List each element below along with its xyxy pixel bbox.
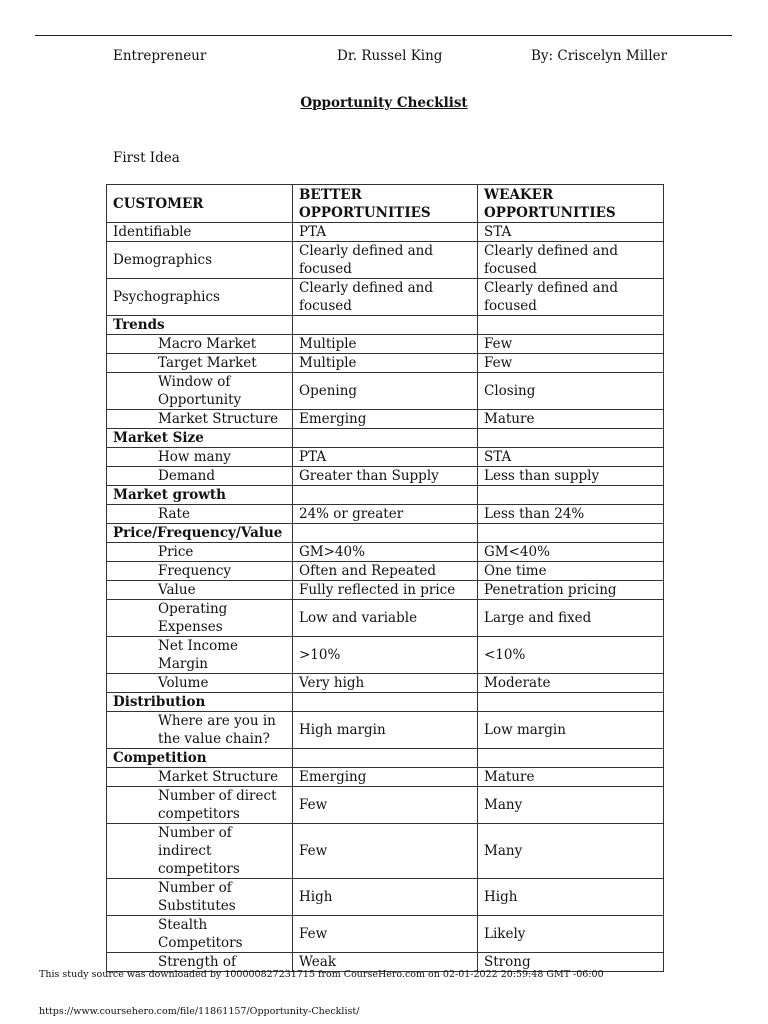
table-row (107, 581, 664, 600)
row-label: Frequency (107, 562, 293, 581)
table-row (107, 467, 664, 486)
table-row (107, 242, 664, 279)
weaker-cell: Moderate (478, 674, 664, 693)
row-label: Number of Substitutes (107, 879, 293, 916)
row-label: Demand (107, 467, 293, 486)
table-row (107, 712, 664, 749)
header-cell-better: BETTER OPPORTUNITIES (293, 185, 478, 223)
row-label: Psychographics (107, 279, 293, 316)
header-instructor: Dr. Russel King (337, 48, 443, 64)
better-cell: 24% or greater (293, 505, 478, 524)
idea-label: First Idea (113, 150, 180, 166)
document-title: Opportunity Checklist (300, 95, 468, 111)
better-cell: GM>40% (293, 543, 478, 562)
weaker-cell: Clearly defined and focused (478, 279, 664, 316)
weaker-cell: Many (478, 824, 664, 879)
section-label: Competition (107, 749, 293, 768)
better-cell: Greater than Supply (293, 467, 478, 486)
better-cell: Weak (293, 953, 478, 972)
row-label: Rate (107, 505, 293, 524)
weaker-cell: Mature (478, 410, 664, 429)
better-cell: PTA (293, 223, 478, 242)
row-label: Number of direct competitors (107, 787, 293, 824)
better-cell: Very high (293, 674, 478, 693)
table-row (107, 879, 664, 916)
header-author: By: Criscelyn Miller (531, 48, 668, 64)
weaker-cell (478, 316, 664, 335)
header-rule (35, 35, 732, 36)
table-row (107, 543, 664, 562)
weaker-cell (478, 429, 664, 448)
section-label: Distribution (107, 693, 293, 712)
table-row (107, 674, 664, 693)
section-row (107, 429, 664, 448)
header-cell-weaker: WEAKER OPPORTUNITIES (478, 185, 664, 223)
row-label: Volume (107, 674, 293, 693)
weaker-cell: Less than 24% (478, 505, 664, 524)
table-row (107, 448, 664, 467)
better-cell (293, 749, 478, 768)
section-row (107, 693, 664, 712)
row-label: Stealth Competitors (107, 916, 293, 953)
better-cell (293, 486, 478, 505)
row-label: Market Structure (107, 410, 293, 429)
table-row (107, 354, 664, 373)
row-label: Market Structure (107, 768, 293, 787)
better-cell: PTA (293, 448, 478, 467)
better-cell: Clearly defined and focused (293, 242, 478, 279)
better-cell: Opening (293, 373, 478, 410)
source-url: https://www.coursehero.com/file/11861157/Opportunity-Checklist/ (39, 1006, 360, 1017)
weaker-cell: STA (478, 223, 664, 242)
section-label: Market Size (107, 429, 293, 448)
section-row (107, 749, 664, 768)
header-cell-customer: CUSTOMER (107, 185, 293, 223)
weaker-cell: Many (478, 787, 664, 824)
weaker-cell: GM<40% (478, 543, 664, 562)
weaker-cell (478, 749, 664, 768)
section-row (107, 316, 664, 335)
weaker-cell (478, 524, 664, 543)
better-cell: High margin (293, 712, 478, 749)
weaker-cell: Mature (478, 768, 664, 787)
row-label: Strength of (107, 953, 293, 972)
better-cell: >10% (293, 637, 478, 674)
row-label: Identifiable (107, 223, 293, 242)
weaker-cell: Large and fixed (478, 600, 664, 637)
table-row (107, 824, 664, 879)
better-cell: Few (293, 787, 478, 824)
row-label: Window of Opportunity (107, 373, 293, 410)
weaker-cell (478, 486, 664, 505)
section-row (107, 524, 664, 543)
table-row (107, 562, 664, 581)
weaker-cell: Penetration pricing (478, 581, 664, 600)
section-label: Trends (107, 316, 293, 335)
row-label: Value (107, 581, 293, 600)
better-cell: Few (293, 916, 478, 953)
row-label: Number of indirect competitors (107, 824, 293, 879)
weaker-cell: Low margin (478, 712, 664, 749)
row-label: Demographics (107, 242, 293, 279)
weaker-cell: Few (478, 335, 664, 354)
weaker-cell: Closing (478, 373, 664, 410)
section-label: Market growth (107, 486, 293, 505)
table-row (107, 768, 664, 787)
table-row (107, 787, 664, 824)
table-row (107, 600, 664, 637)
table-row (107, 637, 664, 674)
section-row (107, 486, 664, 505)
download-notice: This study source was downloaded by 100000827231715 from CourseHero.com on 02-01-2022 20:59:48 GMT -06:00 (39, 969, 604, 980)
better-cell: Multiple (293, 354, 478, 373)
better-cell: High (293, 879, 478, 916)
row-label: Net Income Margin (107, 637, 293, 674)
table-row (107, 223, 664, 242)
weaker-cell: Likely (478, 916, 664, 953)
weaker-cell: <10% (478, 637, 664, 674)
opportunity-checklist-table (106, 184, 664, 972)
row-label: How many (107, 448, 293, 467)
weaker-cell: High (478, 879, 664, 916)
better-cell: Low and variable (293, 600, 478, 637)
row-label: Macro Market (107, 335, 293, 354)
row-label: Operating Expenses (107, 600, 293, 637)
table-row (107, 410, 664, 429)
better-cell: Emerging (293, 768, 478, 787)
table-row (107, 373, 664, 410)
table-row (107, 335, 664, 354)
weaker-cell: STA (478, 448, 664, 467)
weaker-cell: Few (478, 354, 664, 373)
section-label: Price/Frequency/Value (107, 524, 293, 543)
better-cell: Fully reflected in price (293, 581, 478, 600)
weaker-cell (478, 693, 664, 712)
better-cell (293, 693, 478, 712)
better-cell: Often and Repeated (293, 562, 478, 581)
better-cell: Emerging (293, 410, 478, 429)
row-label: Price (107, 543, 293, 562)
weaker-cell: Clearly defined and focused (478, 242, 664, 279)
row-label: Where are you in the value chain? (107, 712, 293, 749)
better-cell: Few (293, 824, 478, 879)
better-cell (293, 316, 478, 335)
better-cell: Multiple (293, 335, 478, 354)
row-label: Target Market (107, 354, 293, 373)
weaker-cell: Strong (478, 953, 664, 972)
better-cell (293, 429, 478, 448)
better-cell: Clearly defined and focused (293, 279, 478, 316)
better-cell (293, 524, 478, 543)
table-header-row (107, 185, 664, 223)
table-row (107, 505, 664, 524)
weaker-cell: One time (478, 562, 664, 581)
table-row (107, 916, 664, 953)
table-row (107, 279, 664, 316)
header-course: Entrepreneur (113, 48, 207, 64)
weaker-cell: Less than supply (478, 467, 664, 486)
